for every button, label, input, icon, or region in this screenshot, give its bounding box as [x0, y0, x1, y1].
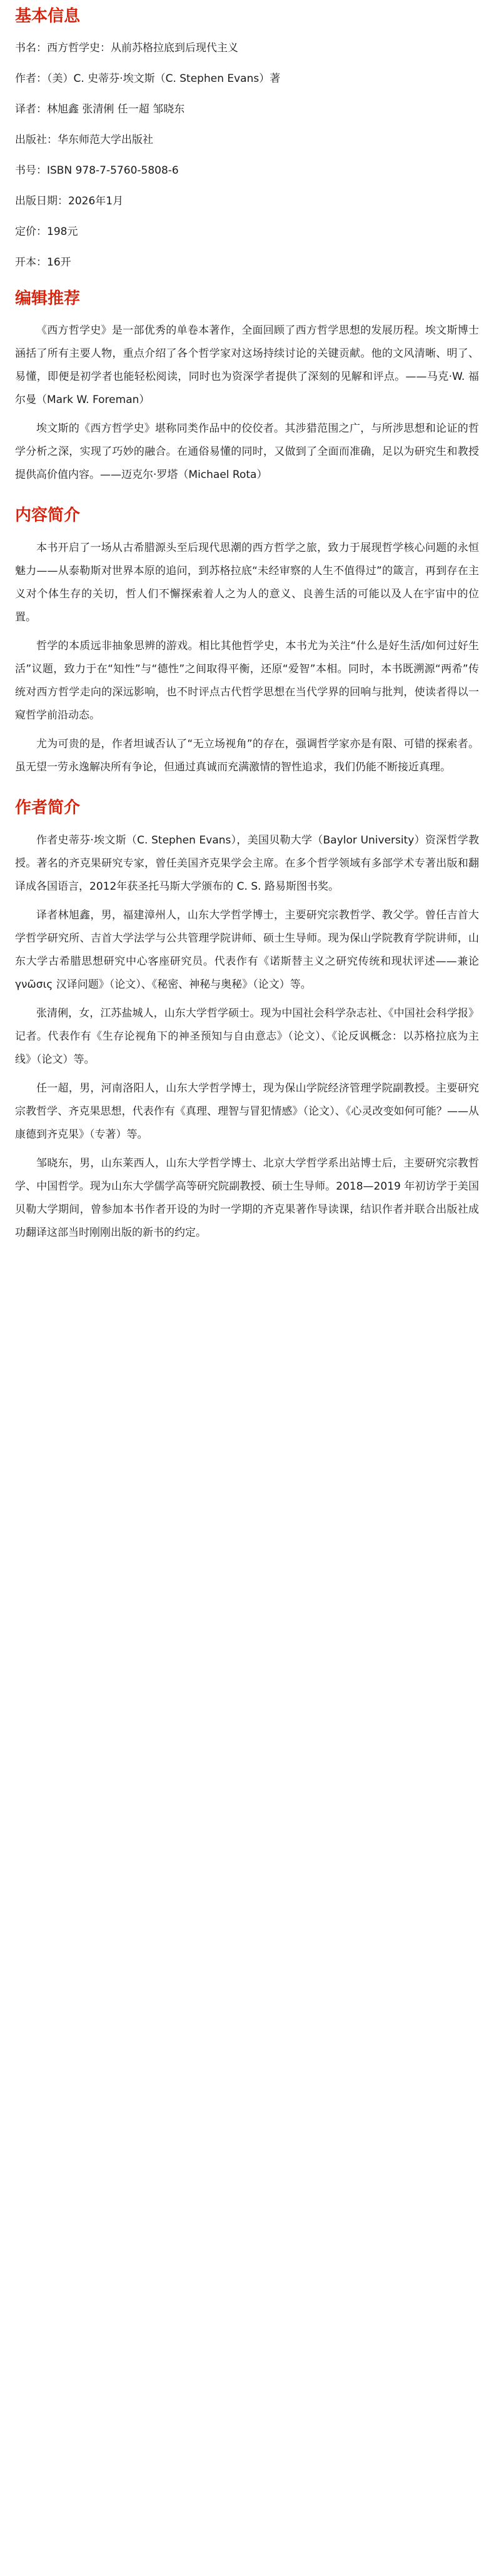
author-intro-title: 作者简介 [15, 798, 81, 818]
author-intro-body [15, 829, 479, 1245]
content-summary-title: 内容简介 [15, 506, 81, 525]
editor-recommend-body [15, 319, 479, 487]
editor-recommend-title: 编辑推荐 [15, 289, 81, 308]
info-isbn: 书号：ISBN 978-7-5760-5808-6 [15, 164, 179, 177]
summary-paragraph: 尤为可贵的是，作者坦诚否认了“无立场视角”的存在，强调哲学家亦是有限、可错的探索者。虽无望一劳永逸解决所有争论，但通过真诚而充满激情的智性追求，我们仍能不断接近真理。 [15, 738, 479, 774]
info-translators: 译者：林旭鑫 张清俐 任一超 邹晓东 [15, 102, 185, 116]
editor-recommend-section [15, 289, 479, 487]
basic-info-section [15, 6, 479, 270]
content-summary-section [15, 505, 479, 779]
translator-paragraph: 任一超，男，河南洛阳人，山东大学哲学博士，现为保山学院经济管理学院副教授。主要研究宗教哲学、齐克果思想，代表作有《真理、理智与冒犯情感》（论文）、《心灵改变如何可能？——从康德到齐克果》（专著）等。 [15, 1082, 479, 1141]
translator-paragraph: 译者林旭鑫，男，福建漳州人，山东大学哲学博士，主要研究宗教哲学、教父学。曾任吉首大学哲学研究所、吉首大学法学与公共管理学院讲师、硕士生导师。现为保山学院教育学院讲师，山东大学古希腊思想研究中心客座研究员。代表作有《诺斯替主义之研究传统和现状评述——兼论 γνῶσις 汉译问题》（论文）、《秘密、神秘与奥秘》（论文）等。 [15, 908, 479, 991]
translator-paragraph: 邹晓东，男，山东莱西人，山东大学哲学博士、北京大学哲学系出站博士后，主要研究宗教哲学、中国哲学。现为山东大学儒学高等研究院副教授、硕士生导师。2018—2019 年初访学于美国贝勒大学期间，曾参加本书作者开设的为时一学期的齐克果著作导读课，结识作者并联合出版社成功翻译这部当时刚刚出版的新书的约定。 [15, 1156, 479, 1239]
book-detail-page [0, 0, 494, 1261]
info-publisher: 出版社：华东师范大学出版社 [15, 134, 153, 147]
content-summary-body [15, 537, 479, 779]
basic-info-list [15, 41, 479, 270]
summary-paragraph: 哲学的本质远非抽象思辨的游戏。相比其他哲学史，本书尤为关注“什么是好生活/如何过好生活”议题，致力于在“知性”与“德性”之间取得平衡，还原“爱智”本相。同时，本书既溯源“两希”传统对西方哲学走向的深远影响，也不时评点古代哲学思想在当代学界的回响与批判，使读者得以一窥哲学前沿动态。 [15, 640, 479, 722]
translator-paragraph: 张清俐，女，江苏盐城人，山东大学哲学硕士。现为中国社会科学杂志社、《中国社会科学报》记者。代表作有《生存论视角下的神圣预知与自由意志》（论文）、《论反讽概念：以苏格拉底为主线》（论文）等。 [15, 1007, 479, 1066]
info-price: 定价：198元 [15, 226, 78, 239]
summary-paragraph: 本书开启了一场从古希腊源头至后现代思潮的西方哲学之旅，致力于展现哲学核心问题的永恒魅力——从泰勒斯对世界本原的追问，到苏格拉底“未经审察的人生不值得过”的箴言，再到存在主义对个体生存的关切，哲人们不懈探索着人之为人的意义、良善生活的可能以及人在宇宙中的位置。 [15, 542, 479, 624]
info-publish-date: 出版日期：2026年1月 [15, 195, 124, 208]
recommend-paragraph: 埃文斯的《西方哲学史》堪称同类作品中的佼佼者。其涉猎范围之广，与所涉思想和论证的哲学分析之深，实现了巧妙的融合。在通俗易懂的同时，又做到了全面而准确，足以为研究生和教授提供高价值内容。——迈克尔·罗塔（Michael Rota） [15, 422, 479, 482]
info-author: 作者：（美）C. 史蒂芬·埃文斯（C. Stephen Evans）著 [15, 72, 281, 85]
author-paragraph: 作者史蒂芬·埃文斯（C. Stephen Evans），美国贝勒大学（Baylor University）资深哲学教授。著名的齐克果研究专家，曾任美国齐克果学会主席。在多个哲学领域有多部学术专著出版和翻译成各国语言，2012年获圣托马斯大学颁布的 C. S. 路易斯图书奖。 [15, 833, 479, 893]
author-intro-section [15, 798, 479, 1245]
basic-info-title: 基本信息 [15, 7, 81, 26]
info-book-title: 书名：西方哲学史：从前苏格拉底到后现代主义 [15, 41, 238, 54]
recommend-paragraph: 《西方哲学史》是一部优秀的单卷本著作，全面回顾了西方哲学思想的发展历程。埃文斯博士涵括了所有主要人物，重点介绍了各个哲学家对这场持续讨论的关键贡献。他的文风清晰、明了、易懂，即便是初学者也能轻松阅读，同时也为资深学者提供了深刻的见解和评点。——马克·W. 福尔曼（Mark W. Foreman） [15, 324, 479, 407]
info-format: 开本：16开 [15, 256, 71, 269]
